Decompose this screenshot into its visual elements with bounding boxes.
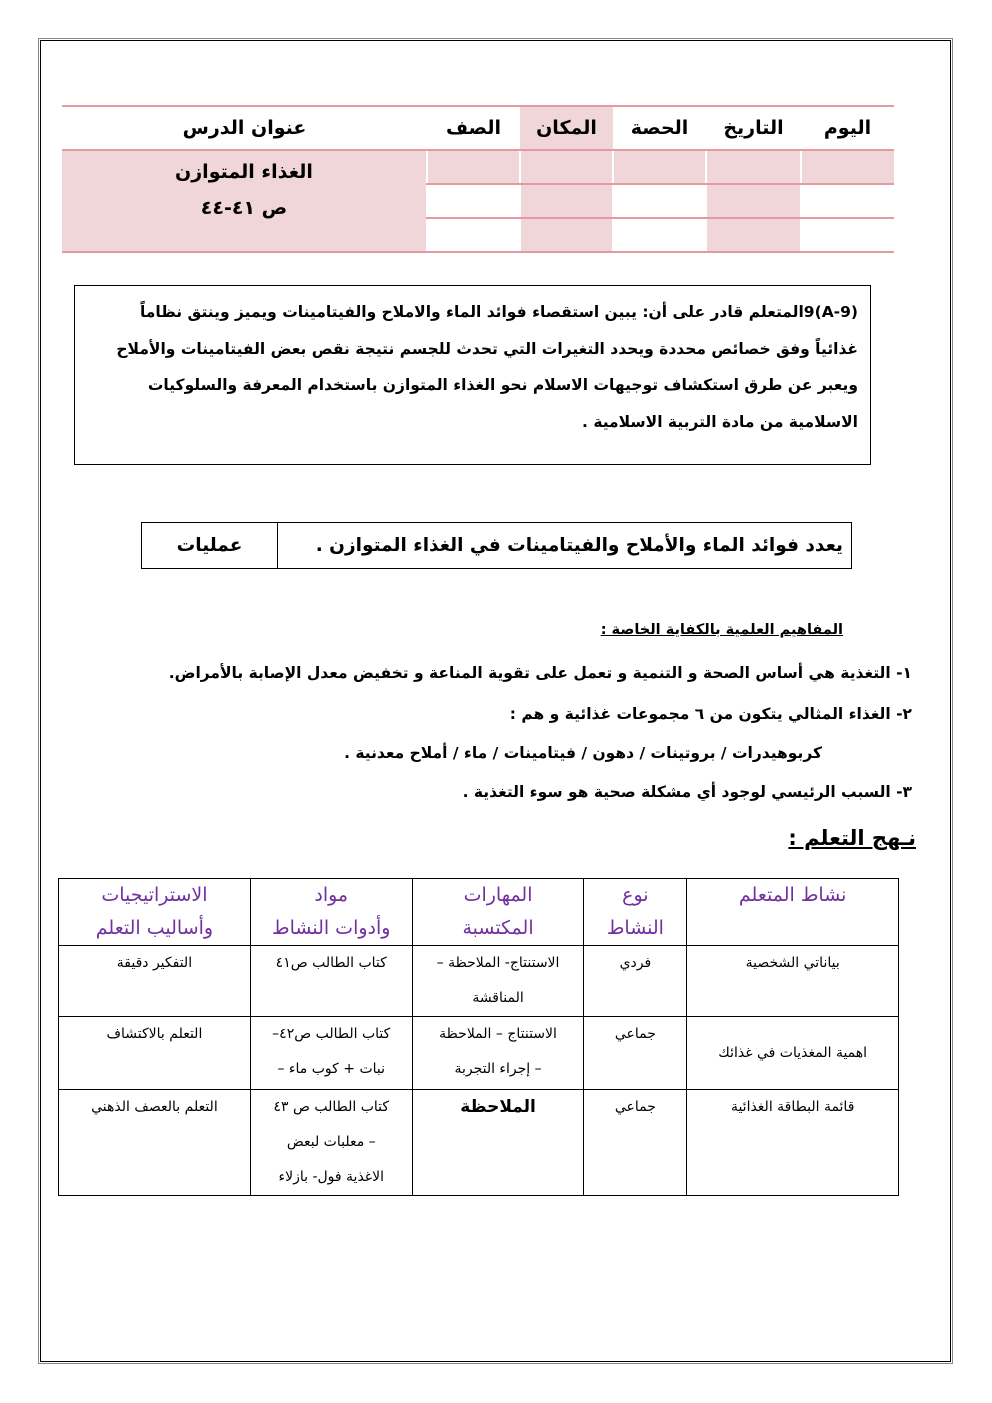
concept-line-1: ١- التغذية هي أساس الصحة و التنمية و تعمل على تقوية المناعة و تخفيض معدل الإصابة بالأمراض. [168,664,912,682]
skills-header: المهارات المكتسبة [412,879,584,946]
lesson-pages: ص ٤١-٤٤ [200,197,288,219]
date-cell[interactable] [706,150,801,184]
activity-cell: اهمية المغذيات في غذائك [687,1017,899,1090]
concept-line-4: ٣- السبب الرئيسي لوجود أي مشكلة صحية هو سوء التغذية . [462,783,912,801]
skills-cell: الملاحظة [412,1090,584,1196]
strategy-header: الاستراتيجيات وأساليب التعلم [59,879,251,946]
table-row [59,1017,899,1090]
materials-cell: كتاب الطالب ص٤١ [250,946,412,1017]
objective-line: ويعبر عن طرق استكشاف توجيهات الاسلام نحو الغذاء المتوازن باستخدام المعرفة والسلوكيات [147,376,858,394]
strategy-cell: التعلم بالاكتشاف [59,1017,251,1090]
type-cell: جماعي [584,1017,687,1090]
process-text: يعدد فوائد الماء والأملاح والفيتامينات في الغذاء المتوازن . [277,523,851,568]
concepts-title: المفاهيم العلمية بالكفاية الخاصة : [600,622,843,638]
objective-line: الاسلامية من مادة التربية الاسلامية . [582,412,858,431]
activity-cell: قائمة البطاقة الغذائية [687,1090,899,1196]
day-label: اليوم [801,106,894,150]
strategy-cell: التعلم بالعصف الذهني [59,1090,251,1196]
strategy-cell: التفكير دقيقة [59,946,251,1017]
class-label: الصف [427,106,520,150]
class-cell-3[interactable] [427,218,520,252]
place-label: المكان [520,106,613,150]
objective-line: غذائياً وفق خصائص محددة ويحدد التغيرات التي تحدث للجسم نتيجة نقص بعض الفيتامينات والأملاح [116,339,858,358]
date-label: التاريخ [706,106,801,150]
date-cell-2[interactable] [706,184,801,218]
class-cell[interactable] [427,150,520,184]
day-cell-2[interactable] [801,184,894,218]
day-cell[interactable] [801,150,894,184]
table-row [59,946,899,1017]
table-row [59,1090,899,1196]
activity-header: نشاط المتعلم [687,879,899,946]
concept-line-3: كربوهيدرات / بروتينات / دهون / فيتامينات / ماء / أملاح معدنية . [344,744,822,762]
lesson-title-label: عنوان الدرس [62,106,427,150]
concept-line-2: ٢- الغذاء المثالي يتكون من ٦ مجموعات غذائية و هم : [509,705,912,723]
objective-line: (A-9)9المتعلم قادر على أن: يبين استقصاء فوائد الماء والاملاح والفيتامينات ويميز وينتق نظاماً [139,303,858,321]
activity-cell: بياناتي الشخصية [687,946,899,1017]
period-cell-2[interactable] [613,184,706,218]
day-cell-3[interactable] [801,218,894,252]
class-cell-2[interactable] [427,184,520,218]
skills-cell: الاستنتاج- الملاحظة – المناقشة [412,946,584,1017]
lesson-header-table [62,105,894,253]
place-cell-3[interactable] [520,218,613,252]
materials-cell: كتاب الطالب ص ٤٣ – معلبات لبعض الاغذية فول- بازلاء [250,1090,412,1196]
approach-title: نـهج التعلم : [788,826,916,850]
skills-cell: الاستنتاج – الملاحظة – إجراء التجربة [412,1017,584,1090]
date-cell-3[interactable] [706,218,801,252]
type-cell: فردي [584,946,687,1017]
period-label: الحصة [613,106,706,150]
materials-cell: كتاب الطالب ص٤٢– نبات + كوب ماء – [250,1017,412,1090]
lesson-name: الغذاء المتوازن [175,161,313,183]
type-header: نوع النشاط [584,879,687,946]
activities-table [58,878,899,1196]
process-box [141,522,852,569]
place-cell-2[interactable] [520,184,613,218]
process-tag: عمليات [176,535,243,556]
period-cell[interactable] [613,150,706,184]
materials-header: مواد وأدوات النشاط [250,879,412,946]
place-cell[interactable] [520,150,613,184]
period-cell-3[interactable] [613,218,706,252]
type-cell: جماعي [584,1090,687,1196]
learning-objective-box [74,285,871,465]
